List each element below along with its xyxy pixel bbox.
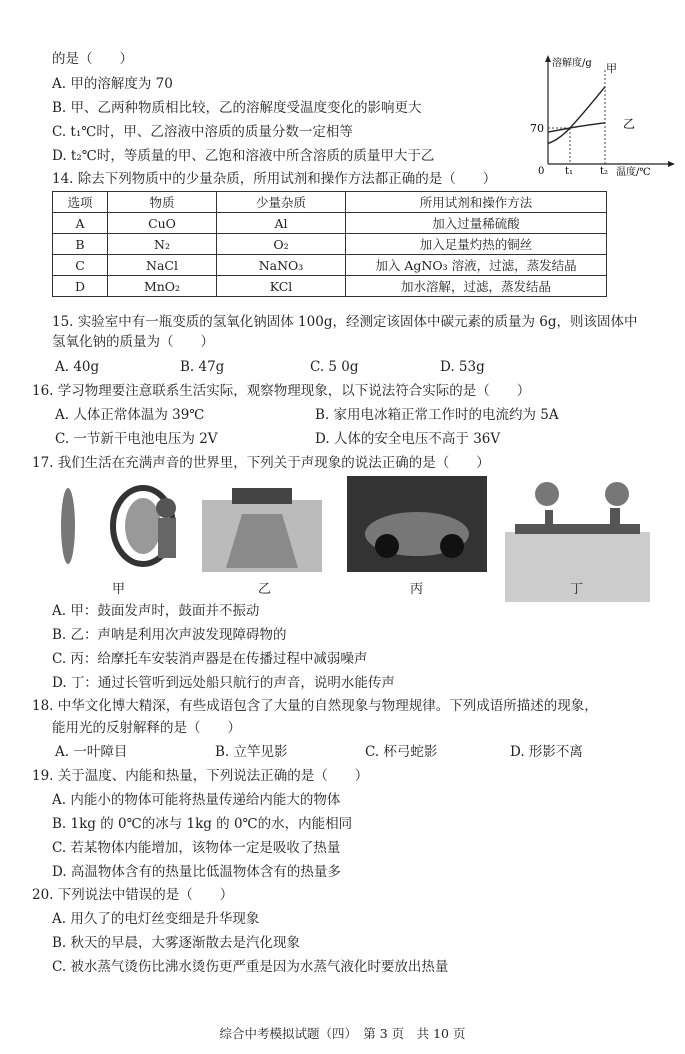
solubility-chart [520,52,680,177]
cell: MnO₂ [108,276,217,297]
q15-stem-1: 15. 实验室中有一瓶变质的氢氧化钠固体 100g，经测定该固体中碳元素的质量为 6g，则该固体中 [52,314,638,330]
q17-option-c: C. 丙：给摩托车安装消声器是在传播过程中减弱噪声 [52,651,368,667]
q19-option-d: D. 高温物体含有的热量比低温物体含有的热量多 [52,864,341,880]
q19-option-b: B. 1kg 的 0℃的冰与 1kg 的 0℃的水，内能相同 [52,816,353,832]
cell: A [53,213,108,234]
q19-stem: 19. 关于温度、内能和热量，下列说法正确的是（ ） [32,768,369,784]
series-jia-curve [548,87,605,144]
header-option: 选项 [53,192,108,213]
q19-option-a: A. 内能小的物体可能将热量传递给内能大的物体 [52,792,341,808]
table-row [53,276,607,297]
cell: Al [217,213,346,234]
q13-option-d: D. t₂℃时，等质量的甲、乙饱和溶液中所含溶质的质量甲大于乙 [52,148,435,164]
q15-option-d: D. 53g [440,359,485,375]
q15-option-c: C. 5 0g [310,359,359,375]
series-yi-label: 乙 [623,117,636,131]
series-yi-curve [548,123,605,132]
q18-option-c: C. 杯弓蛇影 [365,744,438,760]
q18-option-d: D. 形影不离 [510,744,583,760]
table-header-row [53,192,607,213]
q19-option-c: C. 若某物体内能增加，该物体一定是吸收了热量 [52,840,341,856]
series-jia-label: 甲 [606,62,617,75]
q15-option-a: A. 40g [55,359,100,375]
cell: 加入足量灼热的铜丝 [346,234,607,255]
q18-stem-2: 能用光的反射解释的是（ ） [52,720,241,736]
q16-option-d: D. 人体的安全电压不高于 36V [315,431,501,447]
x-axis-label: 温度/℃ [616,167,651,177]
x-tick-t2: t₂ [600,166,609,177]
cell: KCl [217,276,346,297]
q15-option-b: B. 47g [180,359,225,375]
q20-option-b: B. 秋天的早晨，大雾逐渐散去是汽化现象 [52,935,301,951]
y-arrow [545,55,551,62]
q17-option-d: D. 丁：通过长管听到远处船只航行的声音，说明水能传声 [52,675,395,691]
cell: N₂ [108,234,217,255]
caption-ding: 丁 [570,582,584,597]
drum-photo [48,480,188,572]
cell: 加入 AgNO₃ 溶液，过滤，蒸发结晶 [346,255,607,276]
q13-option-b: B. 甲、乙两种物质相比较，乙的溶解度受温度变化的影响更大 [52,100,422,116]
header-impurity: 少量杂质 [217,192,346,213]
q20-stem: 20. 下列说法中错误的是（ ） [32,887,234,903]
table-row [53,234,607,255]
cell: NaNO₃ [217,255,346,276]
q14-table [52,191,607,297]
q18-option-a: A. 一叶障目 [55,744,128,760]
header-substance: 物质 [108,192,217,213]
q17-stem: 17. 我们生活在充满声音的世界里，下列关于声现象的说法正确的是（ ） [32,455,490,471]
cell: NaCl [108,255,217,276]
q17-option-a: A. 甲：鼓面发声时，鼓面并不振动 [52,603,260,619]
q13-option-a: A. 甲的溶解度为 70 [52,76,173,92]
y-tick-label: 70 [530,122,544,135]
sonar-photo [202,478,322,572]
cell: CuO [108,213,217,234]
q15-stem-2: 氢氧化钠的质量为（ ） [52,334,214,350]
q16-option-a: A. 人体正常体温为 39℃ [55,407,205,423]
caption-bing: 丙 [410,582,424,597]
q13-option-c: C. t₁℃时，甲、乙溶液中溶质的质量分数一定相等 [52,124,353,140]
motorcycle-photo [347,476,487,572]
caption-yi: 乙 [258,582,272,597]
cell: B [53,234,108,255]
q16-option-b: B. 家用电冰箱正常工作时的电流约为 5A [315,407,559,423]
cell: C [53,255,108,276]
q17-option-b: B. 乙：声呐是利用次声波发现障碍物的 [52,627,287,643]
caption-jia: 甲 [112,582,126,597]
cell: 加水溶解，过滤，蒸发结晶 [346,276,607,297]
cell: D [53,276,108,297]
q20-option-c: C. 被水蒸气烫伤比沸水烫伤更严重是因为水蒸气液化时要放出热量 [52,959,449,975]
header-method: 所用试剂和操作方法 [346,192,607,213]
q20-option-a: A. 用久了的电灯丝变细是升华现象 [52,911,260,927]
q13-stem-tail: 的是（ ） [52,51,133,67]
q16-option-c: C. 一节新干电池电压为 2V [55,431,218,447]
page-footer: 综合中考模拟试题（四） 第 3 页 共 10 页 [219,1026,466,1041]
table-row [53,213,607,234]
x-arrow [668,161,675,167]
q18-stem-1: 18. 中华文化博大精深，有些成语包含了大量的自然现象与物理规律。下列成语所描述的现象， [32,698,598,714]
q14-stem: 14. 除去下列物质中的少量杂质，所用试剂和操作方法都正确的是（ ） [52,171,497,187]
x-tick-t1: t₁ [565,166,574,177]
cell: 加入过量稀硫酸 [346,213,607,234]
y-axis-label: 溶解度/g [552,58,592,69]
table-row [53,255,607,276]
q16-stem: 16. 学习物理要注意联系生活实际，观察物理现象，以下说法符合实际的是（ ） [32,383,531,399]
cell: O₂ [217,234,346,255]
origin-label: 0 [538,166,545,177]
q18-option-b: B. 立竿见影 [215,744,288,760]
